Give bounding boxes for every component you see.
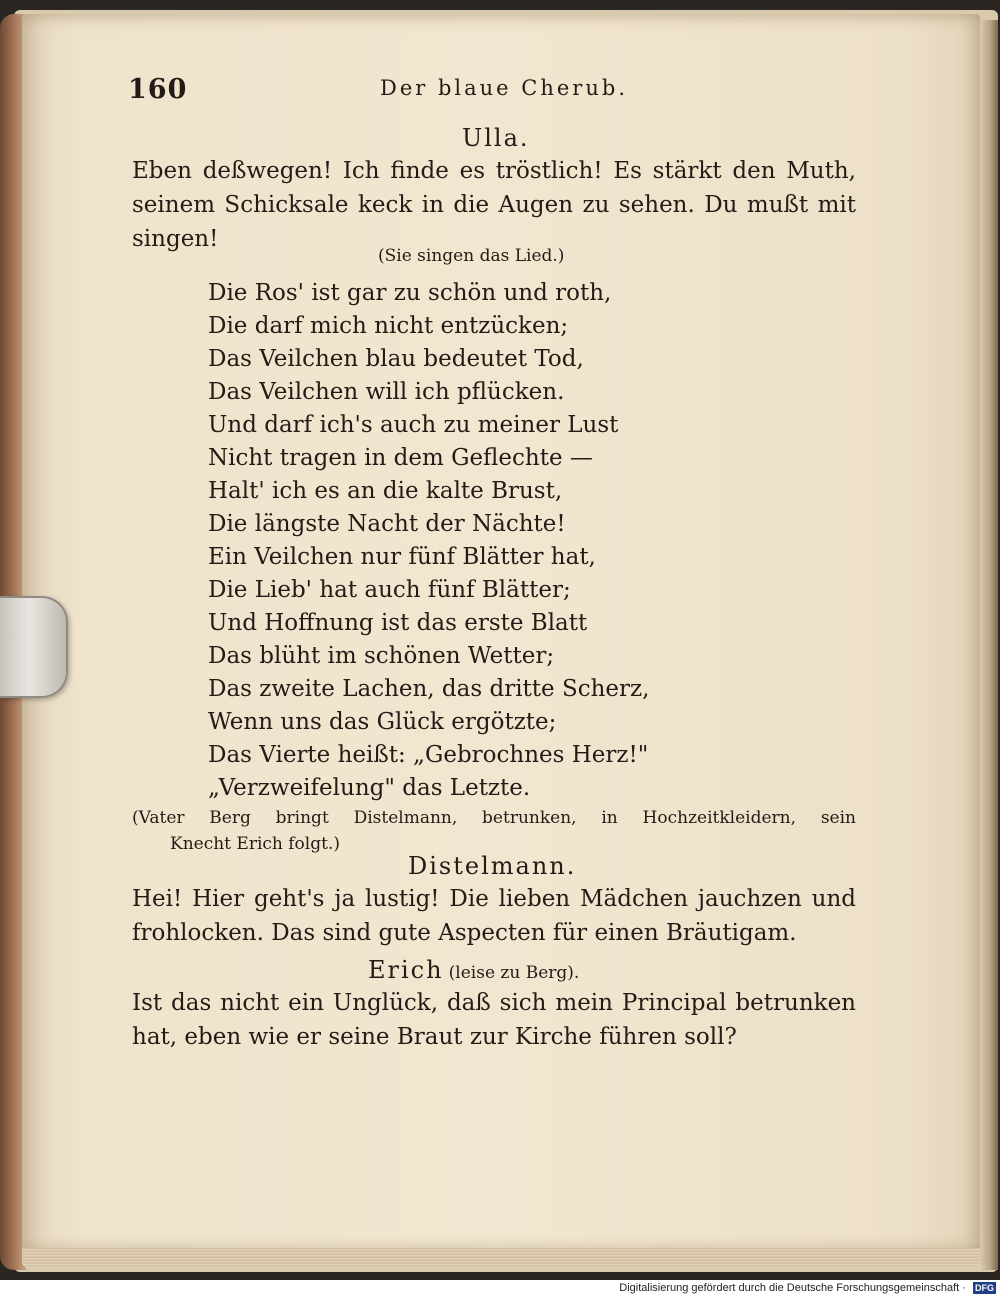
- speaker-line: [368, 956, 579, 984]
- prose-line: Eben deßwegen! Ich finde es tröstlich! Es stärkt den Muth,: [132, 158, 856, 184]
- page-stack-edge: [22, 1248, 980, 1268]
- speaker-name: Erich: [368, 956, 444, 984]
- verse-line: Und Hoffnung ist das erste Blatt: [208, 610, 588, 636]
- prose-line: Hei! Hier geht's ja lustig! Die lieben Mädchen jauchzen und: [132, 886, 856, 912]
- verse-line: Wenn uns das Glück ergötzte;: [208, 709, 557, 735]
- stage-direction: (Vater Berg bringt Distelmann, betrunken, in Hochzeitkleidern, sein: [132, 808, 856, 828]
- page-header: [128, 74, 728, 110]
- verse-line: Ein Veilchen nur fünf Blätter hat,: [208, 544, 596, 570]
- verse-line: Die Ros' ist gar zu schön und roth,: [208, 280, 612, 306]
- stage-direction: (leise zu Berg).: [448, 963, 580, 983]
- verse-line: Das Veilchen will ich pflücken.: [208, 379, 565, 405]
- prose-line: seinem Schicksale keck in die Augen zu sehen. Du mußt mit: [132, 192, 856, 218]
- verse-line: Das Vierte heißt: „Gebrochnes Herz!": [208, 742, 649, 768]
- speaker-name: Distelmann.: [408, 852, 577, 880]
- verse-line: Die Lieb' hat auch fünf Blätter;: [208, 577, 571, 603]
- prose-line: hat, eben wie er seine Braut zur Kirche führen soll?: [132, 1024, 737, 1050]
- prose-line: frohlocken. Das sind gute Aspecten für einen Bräutigam.: [132, 920, 797, 946]
- verse-line: Halt' ich es an die kalte Brust,: [208, 478, 563, 504]
- running-head: Der blaue Cherub.: [380, 76, 628, 100]
- verse-line: „Verzweifelung" das Letzte.: [208, 775, 531, 801]
- page-clip: [0, 596, 68, 698]
- verse-line: Und darf ich's auch zu meiner Lust: [208, 412, 619, 438]
- verse-line: Das Veilchen blau bedeutet Tod,: [208, 346, 584, 372]
- verse-line: Das blüht im schönen Wetter;: [208, 643, 555, 669]
- verse-line: Nicht tragen in dem Geflechte —: [208, 445, 593, 471]
- verse-line: Die längste Nacht der Nächte!: [208, 511, 566, 537]
- verse-line: Die darf mich nicht entzücken;: [208, 313, 569, 339]
- prose-line: Ist das nicht ein Unglück, daß sich mein Principal betrunken: [132, 990, 856, 1016]
- stage-direction: (Sie singen das Lied.): [378, 246, 565, 266]
- credit-text: Digitalisierung gefördert durch die Deutsche Forschungsgemeinschaft ·: [619, 1282, 966, 1294]
- stage-direction: Knecht Erich folgt.): [170, 834, 340, 854]
- speaker-name: Ulla.: [462, 124, 530, 152]
- digitization-credit: [606, 1282, 996, 1298]
- book-spine-right: [978, 20, 998, 1270]
- page-number: 160: [128, 74, 188, 105]
- prose-line: singen!: [132, 226, 219, 252]
- verse-line: Das zweite Lachen, das dritte Scherz,: [208, 676, 650, 702]
- dfg-logo: DFG: [975, 1283, 994, 1294]
